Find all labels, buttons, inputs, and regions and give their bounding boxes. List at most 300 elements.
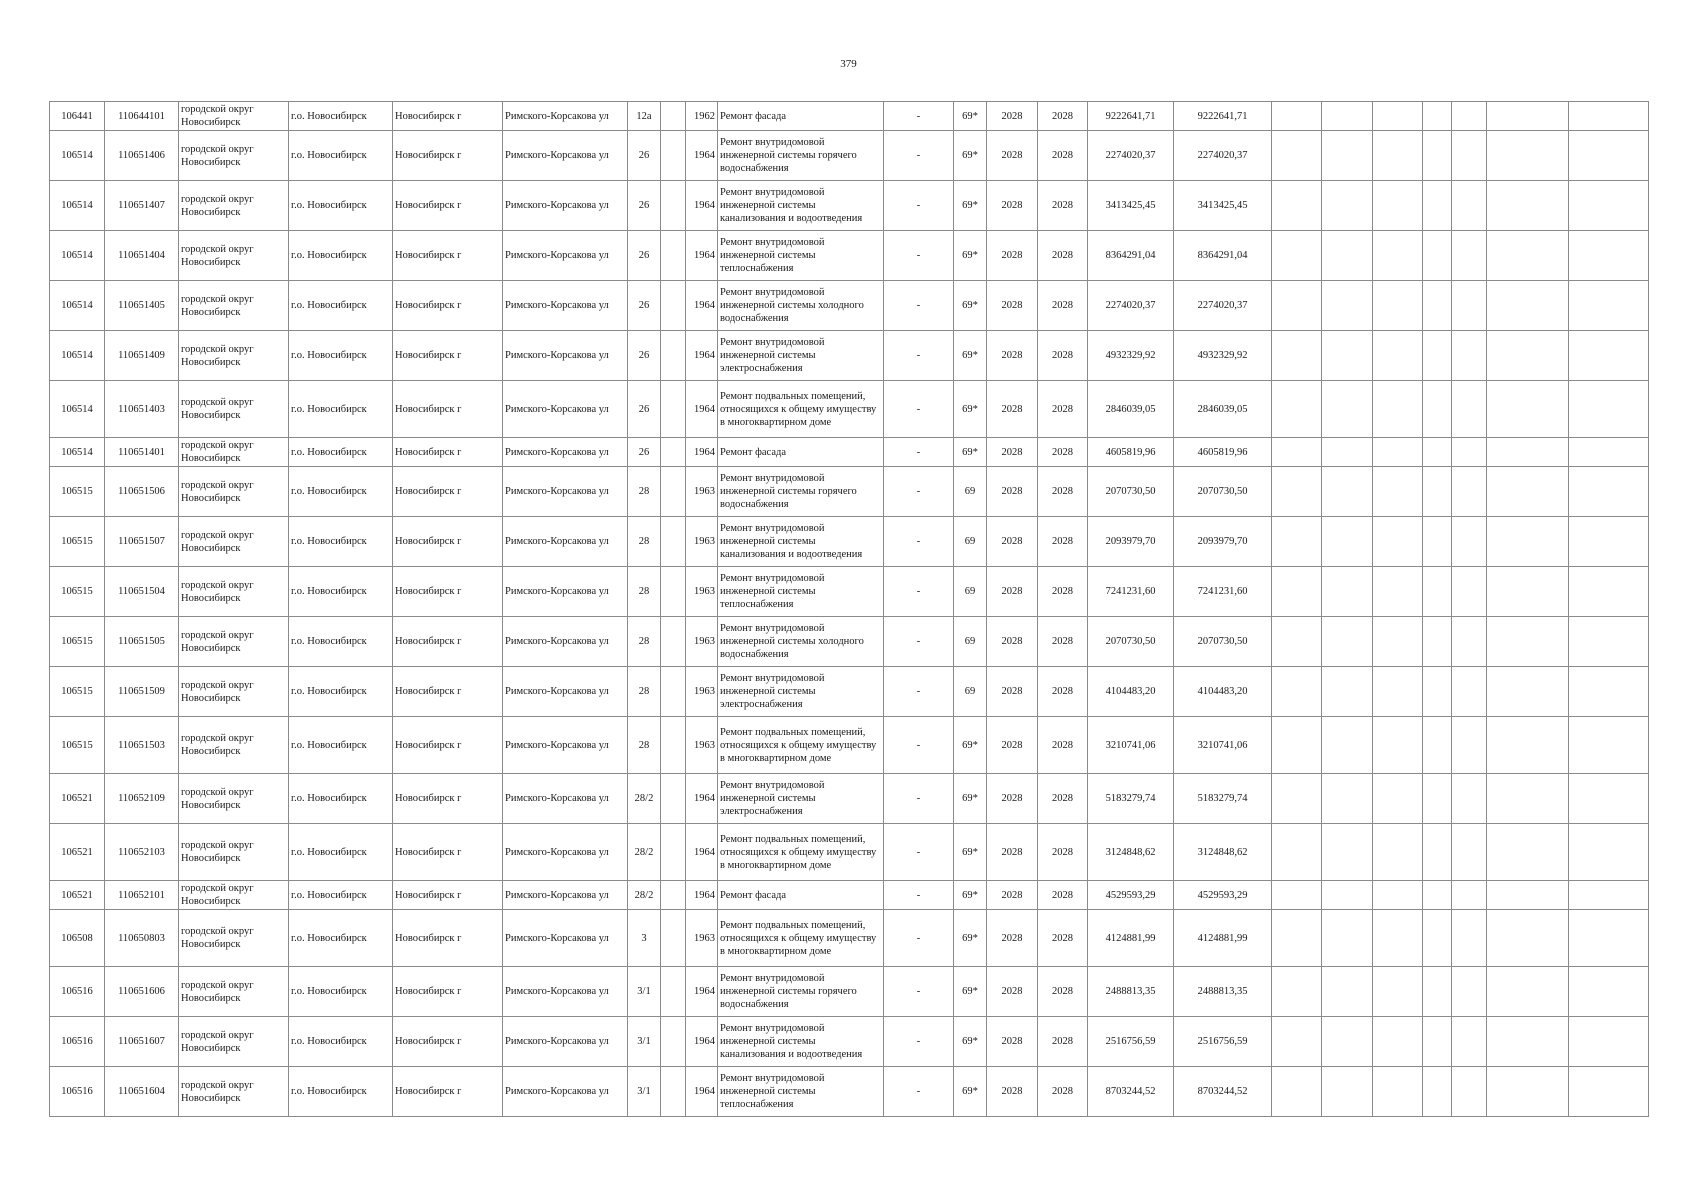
cell-city: Новосибирск г	[393, 1067, 503, 1117]
cell-dash-value: -	[884, 467, 954, 517]
cell-total-cost: 4104483,20	[1174, 667, 1272, 717]
cell-municipality: г.о. Новосибирск	[289, 381, 393, 438]
empty-cell	[1423, 281, 1452, 331]
empty-cell	[1373, 967, 1423, 1017]
cell-record-id: 106441	[50, 102, 105, 131]
empty-cell	[1487, 331, 1569, 381]
cell-build-year: 1963	[686, 617, 718, 667]
cell-municipality: г.о. Новосибирск	[289, 102, 393, 131]
cell-year-start: 2028	[987, 231, 1038, 281]
cell-city: Новосибирск г	[393, 910, 503, 967]
cell-work-code: 110651505	[105, 617, 179, 667]
empty-cell	[1569, 774, 1649, 824]
cell-building-extra	[661, 910, 686, 967]
empty-cell	[1423, 967, 1452, 1017]
cell-year-start: 2028	[987, 381, 1038, 438]
cell-cost: 3124848,62	[1088, 824, 1174, 881]
empty-cell	[1423, 1067, 1452, 1117]
table-row	[50, 1017, 1649, 1067]
cell-district: городской округ Новосибирск	[179, 331, 289, 381]
cell-record-id: 106516	[50, 1017, 105, 1067]
empty-cell	[1373, 1017, 1423, 1067]
cell-total-cost: 9222641,71	[1174, 102, 1272, 131]
cell-wear-percent: 69*	[954, 1067, 987, 1117]
cell-district: городской округ Новосибирск	[179, 131, 289, 181]
cell-building-extra	[661, 102, 686, 131]
empty-cell	[1487, 467, 1569, 517]
table-row	[50, 824, 1649, 881]
cell-total-cost: 2488813,35	[1174, 967, 1272, 1017]
empty-cell	[1487, 438, 1569, 467]
table-row	[50, 438, 1649, 467]
empty-cell	[1373, 517, 1423, 567]
cell-municipality: г.о. Новосибирск	[289, 281, 393, 331]
cell-municipality: г.о. Новосибирск	[289, 131, 393, 181]
cell-district: городской округ Новосибирск	[179, 1067, 289, 1117]
cell-municipality: г.о. Новосибирск	[289, 881, 393, 910]
cell-house-number: 28	[628, 467, 661, 517]
cell-house-number: 28	[628, 617, 661, 667]
cell-record-id: 106521	[50, 774, 105, 824]
empty-cell	[1569, 717, 1649, 774]
cell-city: Новосибирск г	[393, 567, 503, 617]
table-row	[50, 517, 1649, 567]
cell-municipality: г.о. Новосибирск	[289, 774, 393, 824]
cell-cost: 4104483,20	[1088, 667, 1174, 717]
cell-municipality: г.о. Новосибирск	[289, 1017, 393, 1067]
cell-total-cost: 7241231,60	[1174, 567, 1272, 617]
cell-build-year: 1964	[686, 774, 718, 824]
cell-work-type: Ремонт фасада	[718, 438, 884, 467]
empty-cell	[1452, 381, 1487, 438]
empty-cell	[1322, 438, 1373, 467]
cell-work-type: Ремонт внутридомовой инженерной системы горячего водоснабжения	[718, 131, 884, 181]
cell-building-extra	[661, 617, 686, 667]
cell-build-year: 1964	[686, 824, 718, 881]
cell-year-end: 2028	[1038, 1017, 1088, 1067]
cell-district: городской округ Новосибирск	[179, 910, 289, 967]
cell-building-extra	[661, 1067, 686, 1117]
cell-house-number: 28/2	[628, 881, 661, 910]
cell-wear-percent: 69*	[954, 331, 987, 381]
cell-work-code: 110652103	[105, 824, 179, 881]
empty-cell	[1487, 717, 1569, 774]
cell-house-number: 26	[628, 131, 661, 181]
cell-year-end: 2028	[1038, 774, 1088, 824]
cell-build-year: 1964	[686, 281, 718, 331]
cell-work-type: Ремонт внутридомовой инженерной системы горячего водоснабжения	[718, 967, 884, 1017]
empty-cell	[1272, 617, 1322, 667]
empty-cell	[1373, 281, 1423, 331]
empty-cell	[1569, 617, 1649, 667]
cell-street: Римского-Корсакова ул	[503, 131, 628, 181]
cell-work-type: Ремонт внутридомовой инженерной системы электроснабжения	[718, 774, 884, 824]
cell-cost: 8703244,52	[1088, 1067, 1174, 1117]
cell-building-extra	[661, 967, 686, 1017]
cell-wear-percent: 69	[954, 667, 987, 717]
cell-dash-value: -	[884, 231, 954, 281]
cell-district: городской округ Новосибирск	[179, 517, 289, 567]
empty-cell	[1487, 517, 1569, 567]
empty-cell	[1569, 567, 1649, 617]
cell-street: Римского-Корсакова ул	[503, 438, 628, 467]
cell-street: Римского-Корсакова ул	[503, 774, 628, 824]
cell-house-number: 3/1	[628, 1067, 661, 1117]
cell-municipality: г.о. Новосибирск	[289, 467, 393, 517]
empty-cell	[1423, 438, 1452, 467]
cell-wear-percent: 69*	[954, 381, 987, 438]
cell-street: Римского-Корсакова ул	[503, 467, 628, 517]
cell-house-number: 28/2	[628, 824, 661, 881]
cell-record-id: 106516	[50, 967, 105, 1017]
empty-cell	[1487, 1017, 1569, 1067]
cell-cost: 8364291,04	[1088, 231, 1174, 281]
cell-work-type: Ремонт внутридомовой инженерной системы холодного водоснабжения	[718, 281, 884, 331]
empty-cell	[1452, 281, 1487, 331]
empty-cell	[1452, 667, 1487, 717]
cell-building-extra	[661, 438, 686, 467]
cell-year-end: 2028	[1038, 181, 1088, 231]
empty-cell	[1322, 181, 1373, 231]
cell-build-year: 1963	[686, 567, 718, 617]
cell-record-id: 106514	[50, 438, 105, 467]
empty-cell	[1452, 438, 1487, 467]
cell-building-extra	[661, 231, 686, 281]
empty-cell	[1569, 467, 1649, 517]
empty-cell	[1373, 231, 1423, 281]
cell-street: Римского-Корсакова ул	[503, 1067, 628, 1117]
cell-wear-percent: 69*	[954, 967, 987, 1017]
cell-municipality: г.о. Новосибирск	[289, 567, 393, 617]
cell-record-id: 106515	[50, 617, 105, 667]
cell-work-type: Ремонт внутридомовой инженерной системы электроснабжения	[718, 331, 884, 381]
cell-work-type: Ремонт фасада	[718, 881, 884, 910]
empty-cell	[1487, 281, 1569, 331]
table-row	[50, 467, 1649, 517]
cell-cost: 2846039,05	[1088, 381, 1174, 438]
cell-record-id: 106514	[50, 181, 105, 231]
cell-dash-value: -	[884, 381, 954, 438]
cell-total-cost: 4932329,92	[1174, 331, 1272, 381]
empty-cell	[1373, 381, 1423, 438]
cell-wear-percent: 69*	[954, 881, 987, 910]
cell-city: Новосибирск г	[393, 381, 503, 438]
empty-cell	[1322, 331, 1373, 381]
cell-district: городской округ Новосибирск	[179, 717, 289, 774]
cell-wear-percent: 69	[954, 467, 987, 517]
cell-dash-value: -	[884, 1067, 954, 1117]
empty-cell	[1272, 467, 1322, 517]
empty-cell	[1452, 774, 1487, 824]
cell-year-end: 2028	[1038, 910, 1088, 967]
cell-year-start: 2028	[987, 331, 1038, 381]
empty-cell	[1272, 967, 1322, 1017]
table-row	[50, 967, 1649, 1017]
cell-municipality: г.о. Новосибирск	[289, 910, 393, 967]
empty-cell	[1452, 881, 1487, 910]
empty-cell	[1487, 567, 1569, 617]
cell-year-start: 2028	[987, 567, 1038, 617]
cell-year-start: 2028	[987, 102, 1038, 131]
cell-total-cost: 2516756,59	[1174, 1017, 1272, 1067]
empty-cell	[1487, 967, 1569, 1017]
cell-street: Римского-Корсакова ул	[503, 231, 628, 281]
empty-cell	[1322, 131, 1373, 181]
cell-total-cost: 2274020,37	[1174, 281, 1272, 331]
cell-district: городской округ Новосибирск	[179, 1017, 289, 1067]
cell-municipality: г.о. Новосибирск	[289, 181, 393, 231]
cell-street: Римского-Корсакова ул	[503, 281, 628, 331]
table-row	[50, 617, 1649, 667]
cell-house-number: 26	[628, 281, 661, 331]
cell-city: Новосибирск г	[393, 517, 503, 567]
cell-work-code: 110652109	[105, 774, 179, 824]
cell-house-number: 26	[628, 381, 661, 438]
cell-district: городской округ Новосибирск	[179, 181, 289, 231]
empty-cell	[1423, 667, 1452, 717]
empty-cell	[1322, 1067, 1373, 1117]
cell-work-type: Ремонт внутридомовой инженерной системы канализования и водоотведения	[718, 1017, 884, 1067]
empty-cell	[1322, 667, 1373, 717]
cell-work-type: Ремонт внутридомовой инженерной системы холодного водоснабжения	[718, 617, 884, 667]
cell-cost: 4932329,92	[1088, 331, 1174, 381]
empty-cell	[1569, 910, 1649, 967]
empty-cell	[1322, 231, 1373, 281]
empty-cell	[1423, 231, 1452, 281]
table-row	[50, 774, 1649, 824]
cell-build-year: 1963	[686, 717, 718, 774]
cell-dash-value: -	[884, 1017, 954, 1067]
empty-cell	[1272, 331, 1322, 381]
cell-build-year: 1964	[686, 181, 718, 231]
empty-cell	[1322, 517, 1373, 567]
cell-work-type: Ремонт внутридомовой инженерной системы канализования и водоотведения	[718, 181, 884, 231]
empty-cell	[1452, 824, 1487, 881]
empty-cell	[1373, 774, 1423, 824]
cell-year-end: 2028	[1038, 1067, 1088, 1117]
empty-cell	[1452, 181, 1487, 231]
cell-cost: 2516756,59	[1088, 1017, 1174, 1067]
cell-city: Новосибирск г	[393, 667, 503, 717]
cell-build-year: 1964	[686, 381, 718, 438]
empty-cell	[1569, 131, 1649, 181]
cell-district: городской округ Новосибирск	[179, 774, 289, 824]
empty-cell	[1423, 617, 1452, 667]
empty-cell	[1272, 102, 1322, 131]
cell-street: Римского-Корсакова ул	[503, 881, 628, 910]
empty-cell	[1569, 967, 1649, 1017]
cell-dash-value: -	[884, 517, 954, 567]
empty-cell	[1272, 131, 1322, 181]
empty-cell	[1272, 567, 1322, 617]
cell-dash-value: -	[884, 181, 954, 231]
cell-work-code: 110651403	[105, 381, 179, 438]
cell-build-year: 1964	[686, 1067, 718, 1117]
cell-district: городской округ Новосибирск	[179, 381, 289, 438]
cell-total-cost: 4529593,29	[1174, 881, 1272, 910]
empty-cell	[1452, 1067, 1487, 1117]
cell-wear-percent: 69*	[954, 281, 987, 331]
empty-cell	[1322, 381, 1373, 438]
cell-street: Римского-Корсакова ул	[503, 102, 628, 131]
cell-cost: 2070730,50	[1088, 467, 1174, 517]
empty-cell	[1272, 281, 1322, 331]
cell-record-id: 106515	[50, 517, 105, 567]
cell-cost: 9222641,71	[1088, 102, 1174, 131]
empty-cell	[1272, 231, 1322, 281]
cell-building-extra	[661, 467, 686, 517]
cell-year-end: 2028	[1038, 717, 1088, 774]
empty-cell	[1322, 824, 1373, 881]
cell-wear-percent: 69*	[954, 438, 987, 467]
cell-cost: 3210741,06	[1088, 717, 1174, 774]
page-number: 379	[840, 58, 857, 70]
empty-cell	[1452, 331, 1487, 381]
empty-cell	[1423, 910, 1452, 967]
cell-building-extra	[661, 281, 686, 331]
cell-work-code: 110651401	[105, 438, 179, 467]
cell-municipality: г.о. Новосибирск	[289, 667, 393, 717]
cell-year-start: 2028	[987, 281, 1038, 331]
empty-cell	[1569, 231, 1649, 281]
empty-cell	[1272, 881, 1322, 910]
cell-cost: 4124881,99	[1088, 910, 1174, 967]
table-row	[50, 881, 1649, 910]
cell-street: Римского-Корсакова ул	[503, 181, 628, 231]
cell-house-number: 26	[628, 438, 661, 467]
cell-dash-value: -	[884, 567, 954, 617]
empty-cell	[1452, 517, 1487, 567]
empty-cell	[1322, 567, 1373, 617]
empty-cell	[1322, 102, 1373, 131]
empty-cell	[1452, 567, 1487, 617]
cell-work-code: 110644101	[105, 102, 179, 131]
cell-record-id: 106515	[50, 667, 105, 717]
cell-wear-percent: 69	[954, 567, 987, 617]
cell-dash-value: -	[884, 617, 954, 667]
cell-building-extra	[661, 717, 686, 774]
cell-building-extra	[661, 567, 686, 617]
cell-city: Новосибирск г	[393, 102, 503, 131]
cell-work-code: 110651504	[105, 567, 179, 617]
cell-build-year: 1963	[686, 517, 718, 567]
cell-work-type: Ремонт подвальных помещений, относящихся к общему имуществу в многоквартирном доме	[718, 910, 884, 967]
cell-building-extra	[661, 381, 686, 438]
empty-cell	[1373, 102, 1423, 131]
cell-building-extra	[661, 131, 686, 181]
cell-build-year: 1964	[686, 331, 718, 381]
empty-cell	[1373, 467, 1423, 517]
cell-work-code: 110651606	[105, 967, 179, 1017]
cell-work-type: Ремонт подвальных помещений, относящихся к общему имуществу в многоквартирном доме	[718, 717, 884, 774]
cell-build-year: 1962	[686, 102, 718, 131]
cell-total-cost: 2093979,70	[1174, 517, 1272, 567]
cell-total-cost: 8364291,04	[1174, 231, 1272, 281]
empty-cell	[1452, 617, 1487, 667]
cell-year-start: 2028	[987, 467, 1038, 517]
cell-district: городской округ Новосибирск	[179, 467, 289, 517]
cell-build-year: 1963	[686, 910, 718, 967]
cell-house-number: 26	[628, 231, 661, 281]
cell-cost: 2274020,37	[1088, 131, 1174, 181]
empty-cell	[1373, 881, 1423, 910]
cell-street: Римского-Корсакова ул	[503, 717, 628, 774]
cell-year-start: 2028	[987, 824, 1038, 881]
empty-cell	[1373, 331, 1423, 381]
empty-cell	[1569, 438, 1649, 467]
cell-build-year: 1964	[686, 967, 718, 1017]
empty-cell	[1423, 102, 1452, 131]
cell-year-end: 2028	[1038, 131, 1088, 181]
empty-cell	[1373, 567, 1423, 617]
cell-work-code: 110651509	[105, 667, 179, 717]
cell-building-extra	[661, 667, 686, 717]
cell-record-id: 106516	[50, 1067, 105, 1117]
empty-cell	[1423, 467, 1452, 517]
empty-cell	[1423, 381, 1452, 438]
table-row	[50, 131, 1649, 181]
cell-building-extra	[661, 824, 686, 881]
empty-cell	[1487, 617, 1569, 667]
cell-district: городской округ Новосибирск	[179, 824, 289, 881]
empty-cell	[1322, 281, 1373, 331]
empty-cell	[1487, 910, 1569, 967]
cell-work-code: 110650803	[105, 910, 179, 967]
empty-cell	[1373, 617, 1423, 667]
empty-cell	[1272, 910, 1322, 967]
table-row	[50, 331, 1649, 381]
cell-city: Новосибирск г	[393, 717, 503, 774]
cell-work-code: 110651506	[105, 467, 179, 517]
cell-building-extra	[661, 1017, 686, 1067]
empty-cell	[1272, 381, 1322, 438]
cell-total-cost: 2070730,50	[1174, 467, 1272, 517]
empty-cell	[1423, 131, 1452, 181]
empty-cell	[1569, 331, 1649, 381]
cell-city: Новосибирск г	[393, 331, 503, 381]
cell-building-extra	[661, 181, 686, 231]
cell-dash-value: -	[884, 131, 954, 181]
cell-year-start: 2028	[987, 438, 1038, 467]
cell-district: городской округ Новосибирск	[179, 881, 289, 910]
empty-cell	[1487, 131, 1569, 181]
table-row	[50, 667, 1649, 717]
cell-work-type: Ремонт внутридомовой инженерной системы теплоснабжения	[718, 567, 884, 617]
cell-build-year: 1964	[686, 131, 718, 181]
cell-total-cost: 3413425,45	[1174, 181, 1272, 231]
cell-street: Римского-Корсакова ул	[503, 331, 628, 381]
cell-district: городской округ Новосибирск	[179, 667, 289, 717]
empty-cell	[1452, 231, 1487, 281]
empty-cell	[1452, 1017, 1487, 1067]
empty-cell	[1423, 1017, 1452, 1067]
cell-city: Новосибирск г	[393, 181, 503, 231]
cell-year-start: 2028	[987, 517, 1038, 567]
empty-cell	[1487, 824, 1569, 881]
repair-registry-table	[49, 101, 1649, 1117]
empty-cell	[1452, 131, 1487, 181]
empty-cell	[1487, 881, 1569, 910]
empty-cell	[1322, 910, 1373, 967]
empty-cell	[1487, 774, 1569, 824]
cell-wear-percent: 69*	[954, 774, 987, 824]
cell-total-cost: 2846039,05	[1174, 381, 1272, 438]
cell-house-number: 3/1	[628, 967, 661, 1017]
cell-street: Римского-Корсакова ул	[503, 567, 628, 617]
cell-cost: 4529593,29	[1088, 881, 1174, 910]
empty-cell	[1487, 181, 1569, 231]
empty-cell	[1487, 1067, 1569, 1117]
